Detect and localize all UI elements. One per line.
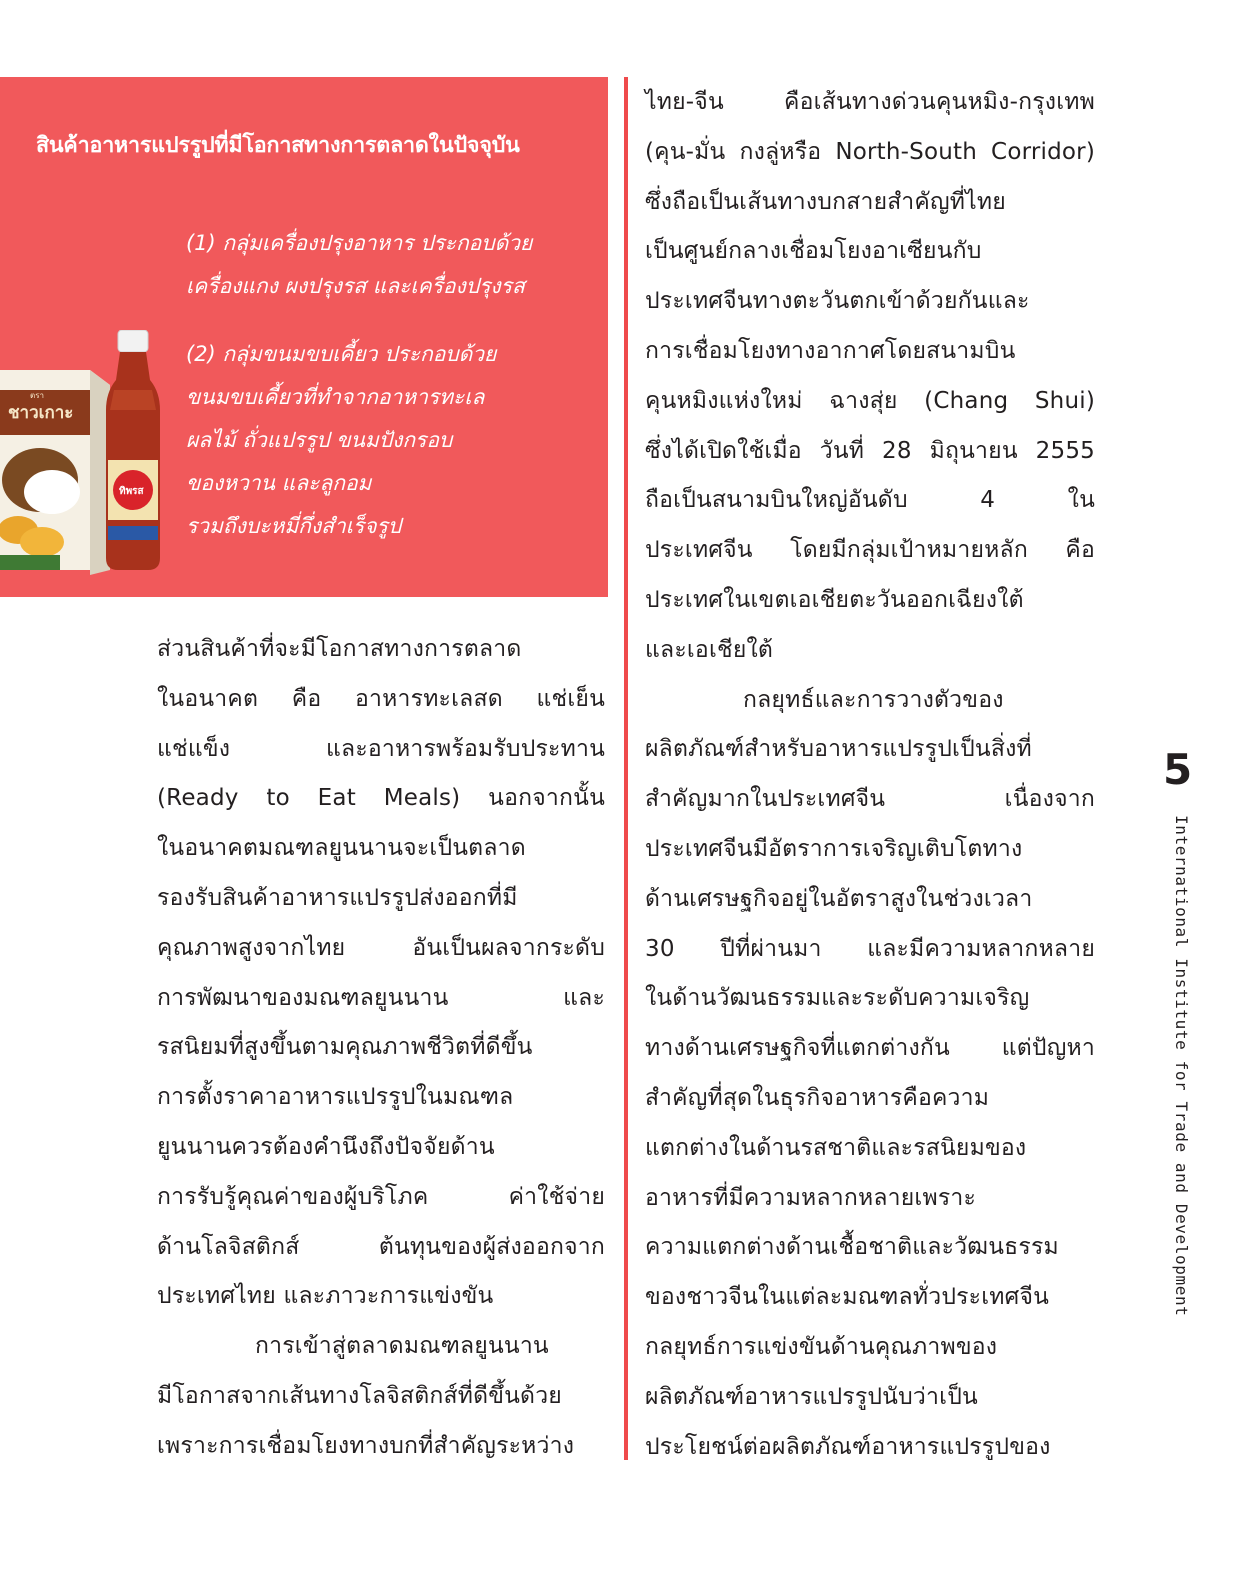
text-line: สำคัญมากในประเทศจีน เนื่องจาก [645, 786, 1095, 813]
text-line: มีโอกาสจากเส้นทางโลจิสติกส์ที่ดีขึ้นด้วย [157, 1382, 562, 1409]
text-line: ประเทศจีน โดยมีกลุ่มเป้าหมายหลัก คือ [645, 537, 1095, 564]
text-line: การเข้าสู่ตลาดมณฑลยูนนาน [255, 1333, 549, 1360]
right-column-text [645, 78, 1095, 1472]
text-line: ส่วนสินค้าที่จะมีโอกาสทางการตลาด [157, 636, 522, 662]
text-line: ในอนาคตมณฑลยูนนานจะเป็นตลาด [157, 835, 526, 862]
group2-line: ของหวาน และลูกอม [186, 471, 372, 495]
group2-line: รวมถึงบะหมี่กึ่งสำเร็จรูป [186, 514, 402, 538]
text-line: แตกต่างในด้านรสชาติและรสนิยมของ [645, 1134, 1027, 1161]
coconut-box-label: ชาวเกาะ [8, 403, 74, 423]
text-line: เพราะการเชื่อมโยงทางบกที่สำคัญระหว่าง [157, 1432, 575, 1459]
text-line: การเชื่อมโยงทางอากาศโดยสนามบิน [645, 337, 1016, 364]
text-line: คุนหมิงแห่งใหม่ ฉางสุ่ย (Chang Shui) [645, 387, 1095, 414]
text-line: ความแตกต่างด้านเชื้อชาติและวัฒนธรรม [645, 1234, 1059, 1261]
text-line: แช่แข็ง และอาหารพร้อมรับประทาน [157, 735, 605, 762]
text-line: และเอเชียใต้ [645, 636, 774, 663]
text-line: ผลิตภัณฑ์อาหารแปรรูปนับว่าเป็น [645, 1383, 978, 1410]
product-photo [0, 330, 170, 580]
box-title: สินค้าอาหารแปรรูปที่มีโอกาสทางการตลาดในปัจจุบัน [36, 133, 520, 158]
page-number: 5 [1163, 745, 1193, 794]
text-line: การพัฒนาของมณฑลยูนนาน และ [157, 984, 605, 1011]
text-line: ประเทศไทย และภาวะการแข่งขัน [157, 1283, 494, 1310]
text-line: ไทย-จีน คือเส้นทางด่วนคุนหมิง-กรุงเทพ [645, 89, 1095, 115]
text-line: คุณภาพสูงจากไทย อันเป็นผลจากระดับ [157, 934, 605, 961]
group2-line: ผลไม้ ถั่วแปรรูป ขนมปังกรอบ [186, 428, 453, 452]
text-line: กลยุทธ์การแข่งขันด้านคุณภาพของ [645, 1333, 998, 1360]
text-line: 30 ปีที่ผ่านมา และมีความหลากหลาย [645, 935, 1095, 962]
text-line: ในอนาคต คือ อาหารทะเลสด แช่เย็น [157, 685, 605, 712]
feature-box [0, 77, 608, 597]
text-line: กลยุทธ์และการวางตัวของ [743, 686, 1004, 713]
group2-text [186, 333, 496, 548]
group1-text [186, 222, 532, 308]
side-label: International Institute for Trade and Development [1172, 815, 1191, 1317]
group2-line: ขนมขบเคี้ยวที่ทำจากอาหารทะเล [186, 385, 485, 409]
group1-line: (1) กลุ่มเครื่องปรุงอาหาร ประกอบด้วย [186, 231, 533, 255]
text-line: ผลิตภัณฑ์สำหรับอาหารแปรรูปเป็นสิ่งที่ [645, 736, 1032, 763]
text-line: ซึ่งได้เปิดใช้เมื่อ วันที่ 28 มิถุนายน 2555 [645, 437, 1095, 464]
text-line: รสนิยมที่สูงขึ้นตามคุณภาพชีวิตที่ดีขึ้น [157, 1034, 533, 1061]
text-line: รองรับสินค้าอาหารแปรรูปส่งออกที่มี [157, 884, 518, 911]
left-column-text [157, 625, 605, 1472]
text-line: ประเทศในเขตเอเชียตะวันออกเฉียงใต้ [645, 586, 1024, 613]
text-line: การตั้งราคาอาหารแปรรูปในมณฑล [157, 1084, 514, 1111]
group1-line: เครื่องแกง ผงปรุงรส และเครื่องปรุงรส [186, 274, 525, 298]
text-line: การรับรู้คุณค่าของผู้บริโภค ค่าใช้จ่าย [157, 1183, 605, 1210]
text-line: ยูนนานควรต้องคำนึงถึงปัจจัยด้าน [157, 1133, 495, 1160]
coconut-brand-small: ตรา [30, 391, 44, 400]
text-line: ของชาวจีนในแต่ละมณฑลทั่วประเทศจีน [645, 1284, 1050, 1311]
text-line: ประเทศจีนทางตะวันตกเข้าด้วยกันและ [645, 288, 1030, 315]
text-line: ด้านโลจิสติกส์ ต้นทุนของผู้ส่งออกจาก [157, 1233, 605, 1260]
bottle-label: ทิพรส [119, 486, 144, 497]
text-line: สำคัญที่สุดในธุรกิจอาหารคือความ [645, 1084, 990, 1111]
text-line: อาหารที่มีความหลากหลายเพราะ [645, 1184, 977, 1211]
text-line: (คุน-มั่น กงลู่หรือ North-South Corridor) [645, 138, 1095, 165]
text-line: (Ready to Eat Meals) นอกจากนั้น [157, 785, 605, 812]
column-divider [624, 77, 628, 1460]
text-line: ประเทศจีนมีอัตราการเจริญเติบโตทาง [645, 835, 1023, 862]
text-line: ซึ่งถือเป็นเส้นทางบกสายสำคัญที่ไทย [645, 188, 1006, 215]
text-line: ในด้านวัฒนธรรมและระดับความเจริญ [645, 985, 1030, 1012]
text-line: เป็นศูนย์กลางเชื่อมโยงอาเซียนกับ [645, 238, 982, 265]
text-line: ด้านเศรษฐกิจอยู่ในอัตราสูงในช่วงเวลา [645, 885, 1033, 912]
text-line: ทางด้านเศรษฐกิจที่แตกต่างกัน แต่ปัญหา [645, 1035, 1095, 1062]
text-line: ถือเป็นสนามบินใหญ่อันดับ 4 ใน [645, 487, 1095, 514]
group2-line: (2) กลุ่มขนมขบเคี้ยว ประกอบด้วย [186, 342, 497, 366]
text-line: ประโยชน์ต่อผลิตภัณฑ์อาหารแปรรูปของ [645, 1433, 1051, 1460]
